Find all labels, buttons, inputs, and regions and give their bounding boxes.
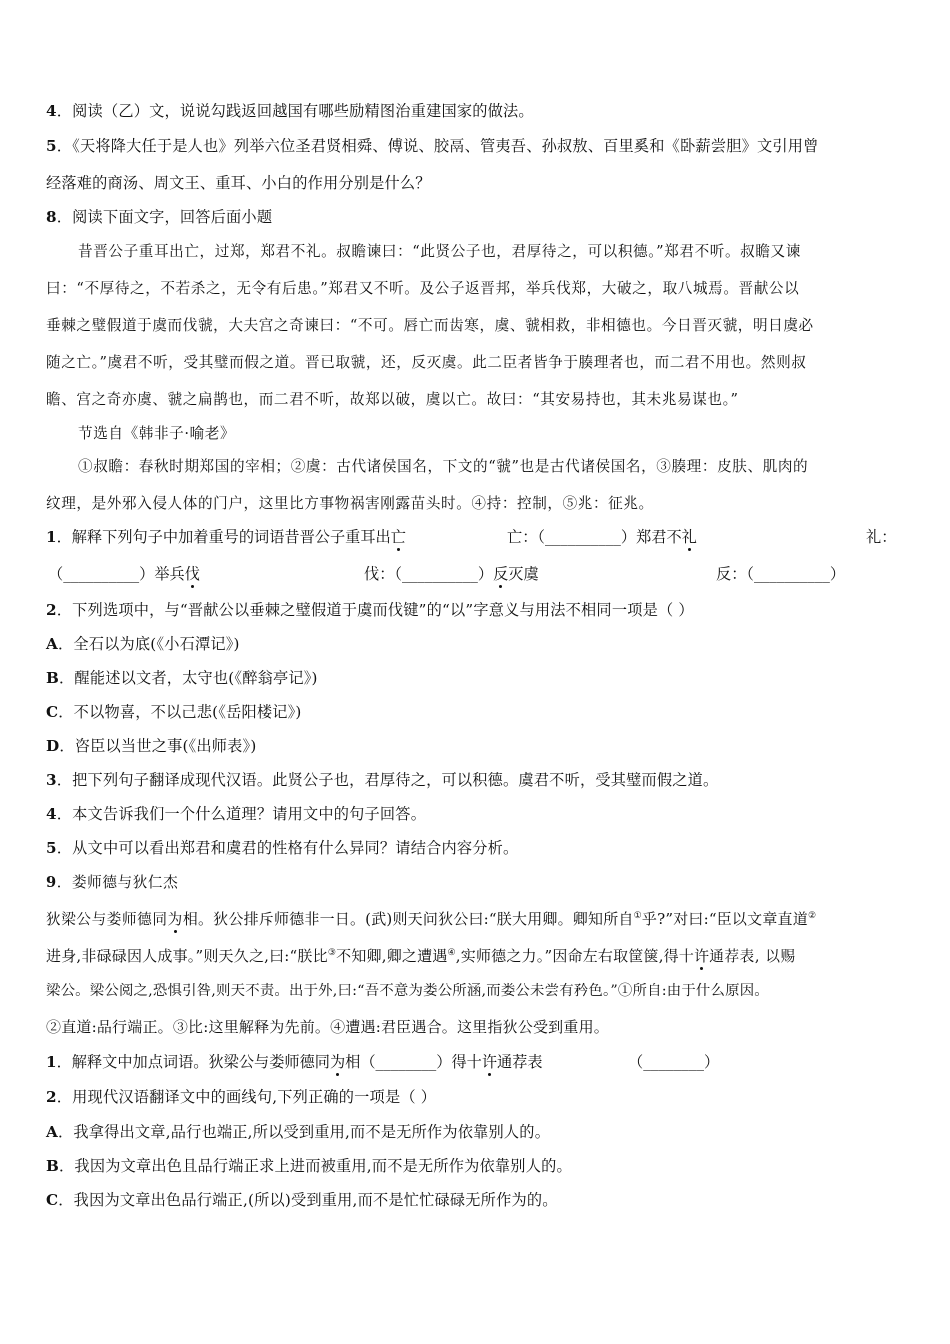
emphasis-char: 反 — [493, 565, 509, 583]
emphasis-char: 为 — [167, 911, 183, 928]
passage-line-5: 瞻、宫之奇亦虞、虢之扁鹊也，而二君不听，故郑以破，虞以亡。故曰：“其安易持也，其未兆易谋也。” — [46, 391, 739, 408]
q1-part-a: 1．解释下列句子中加着重号的词语昔晋公子重耳出亡 — [46, 528, 406, 546]
passage-line-1: 昔晋公子重耳出亡，过郑，郑君不礼。叔瞻谏曰：“此贤公子也，君厚待之，可以积德。”郑君不听。叔瞻又谏 — [78, 243, 801, 260]
story-line-3: 梁公。梁公阅之,恐惧引咎,则天不责。出于外,曰:“吾不意为娄公所涵,而娄公未尝有矜色。”①所自:由于什么原因。 — [46, 983, 769, 999]
q1-part-f: 反：（__________） — [716, 565, 846, 583]
section-8-heading: 8．阅读下面文字，回答后面小题 — [46, 208, 273, 226]
option-a: A．全石以为底(《小石潭记》) — [46, 635, 240, 653]
q1-part-b: 亡：（__________）郑君不礼 — [507, 528, 697, 546]
notes-line-2: 纹理，是外邪入侵人体的门户，这里比方事物祸害刚露苗头时。④持：控制，⑤兆：征兆。 — [46, 495, 654, 512]
question-2: 2．下列选项中，与“晋献公以垂棘之璧假道于虞而伐键”的“以”字意义与用法不相同一项是（ ） — [46, 601, 694, 619]
story-line-4: ②直道:品行端正。③比:这里解释为先前。④遭遇:君臣遇合。这里指狄公受到重用。 — [46, 1018, 609, 1036]
passage-line-2: 曰：“不厚待之，不若杀之，无令有后患。”郑君又不听。及公子返晋邦，举兵伐郑，大破之，取八城焉。晋献公以 — [46, 280, 800, 297]
q9-1: 1．解释文中加点词语。狄梁公与娄师德同为相（________）得十许通荐表 — [46, 1053, 543, 1071]
q9-option-b: B．我因为文章出色且品行端正求上进而被重用,而不是无所作为依靠别人的。 — [46, 1157, 572, 1175]
story-line-1: 狄梁公与娄师德同为相。狄公排斥师德非一日。(武)则天问狄公曰:“朕大用卿。卿知所自①乎?”对曰:“臣以文章直道② — [46, 910, 817, 928]
section-9-heading: 9．娄师德与狄仁杰 — [46, 874, 179, 891]
question-3: 3．把下列句子翻译成现代汉语。此贤公子也，君厚待之，可以积德。虞君不听，受其璧而假之道。 — [46, 771, 719, 789]
question-5: 5．从文中可以看出郑君和虞君的性格有什么异同？请结合内容分析。 — [46, 839, 519, 857]
question-5-line-1: 5．《天将降大任于是人也》列举六位圣君贤相舜、傅说、胶鬲、管夷吾、孙叔敖、百里奚和《卧薪尝胆》文引用曾 — [46, 137, 819, 155]
question-5-line-2: 经落难的商汤、周文王、重耳、小白的作用分别是什么？ — [46, 174, 431, 192]
question-4-reading-yi: 4．阅读（乙）文，说说勾践返回越国有哪些励精图治重建国家的做法。 — [46, 102, 534, 120]
story-line-2: 进身,非碌碌因人成事。”则天久之,曰:“朕比③不知卿,卿之遭遇④,实师德之力。”因命左右取筐箧,得十许通荐表, 以赐 — [46, 947, 796, 965]
emphasis-char: 礼 — [681, 528, 697, 546]
emphasis-char: 为 — [329, 1053, 346, 1071]
emphasis-char: 许 — [481, 1053, 498, 1071]
emphasis-char: 伐 — [184, 565, 200, 583]
q9-option-c: C．我因为文章出色品行端正,(所以)受到重用,而不是忙忙碌碌无所作为的。 — [46, 1191, 558, 1209]
q9-option-a: A．我拿得出文章,品行也端正,所以受到重用,而不是无所作为依靠别人的。 — [46, 1123, 551, 1141]
notes-line-1: ①叔瞻：春秋时期郑国的宰相；②虞：古代诸侯国名，下文的“虢”也是古代诸侯国名，③腠理：皮肤、肌肉的 — [78, 458, 809, 475]
q1-part-d: （__________）举兵伐 — [48, 565, 200, 583]
q1-part-c: 礼： — [866, 528, 897, 546]
q9-1-blank: （________） — [628, 1053, 720, 1071]
q1-part-e: 伐：（__________）反灭虞 — [364, 565, 539, 583]
option-c: C．不以物喜，不以己悲(《岳阳楼记》) — [46, 703, 302, 721]
passage-line-4: 随之亡。”虞君不听，受其璧而假之道。晋已取虢，还，反灭虞。此二臣者皆争于腠理者也，而二君不用也。然则叔 — [46, 354, 807, 371]
option-d: D．咨臣以当世之事(《出师表》) — [46, 737, 257, 755]
q9-2: 2．用现代汉语翻译文中的画线句,下列正确的一项是（ ） — [46, 1088, 437, 1106]
question-4: 4．本文告诉我们一个什么道理？请用文中的句子回答。 — [46, 805, 427, 823]
passage-line-3: 垂棘之璧假道于虞而伐虢，大夫宫之奇谏曰：“不可。唇亡而齿寒，虞、虢相救，非相德也。今日晋灭虢，明日虞必 — [46, 317, 814, 334]
passage-source: 节选自《韩非子·喻老》 — [78, 425, 236, 442]
emphasis-char: 亡 — [390, 528, 406, 546]
option-b: B．醒能述以文者，太守也(《醉翁亭记》) — [46, 669, 318, 687]
emphasis-char: 许 — [694, 947, 710, 965]
